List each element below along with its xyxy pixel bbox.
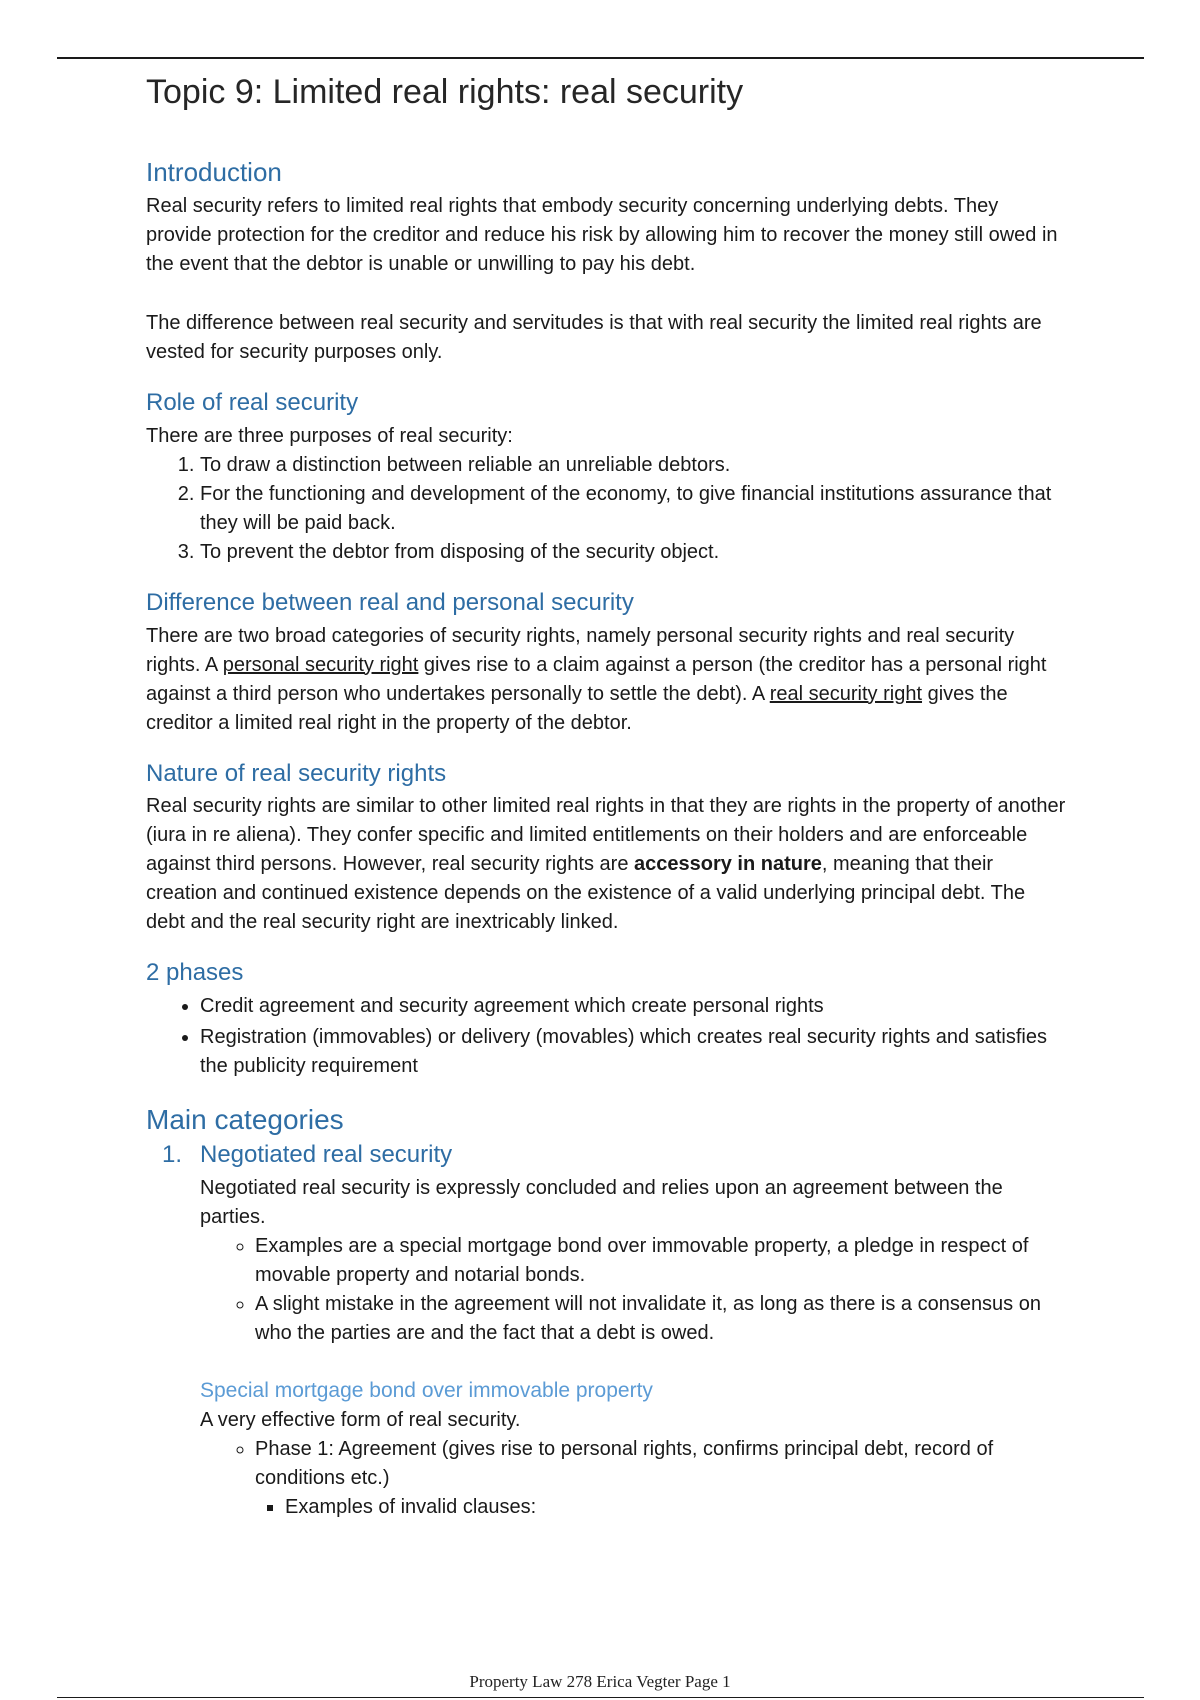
mortgage-paragraph: A very effective form of real security. [200, 1408, 521, 1431]
intro-paragraph-2: The difference between real security and servitudes is that with real security the limited real rights are vested for security purposes only. [146, 311, 1042, 363]
mortgage-list [146, 1435, 1066, 1522]
document-page [146, 72, 1066, 1522]
heading-main-categories: Main categories [146, 1104, 344, 1136]
list-item: 1. To draw a distinction between reliable an unreliable debtors. [200, 451, 1066, 480]
heading-difference: Difference between real and personal security [146, 588, 634, 616]
list-item: 2. For the functioning and development of the economy, to give financial institutions assurance that they will be paid back. [200, 480, 1066, 538]
list-item: 3. To prevent the debtor from disposing of the security object. [200, 538, 1066, 567]
nature-paragraph: Real security rights are similar to other limited real rights in that they are rights in the property of another (iura in re aliena). They confer specific and limited entitlements on their holders and are enforceable against third persons. However, real security rights are accessory in nature, meaning that their creation and continued existence depends on the existence of a valid underlying principal debt. The debt and the real security right are inextricably linked. [146, 795, 1066, 934]
negotiated-list [146, 1232, 1066, 1348]
role-lead: There are three purposes of real security: [146, 424, 513, 447]
phases-list [146, 992, 1066, 1081]
role-list [146, 451, 1066, 567]
list-item: ◦ A slight mistake in the agreement will not invalidate it, as long as there is a consensus on who the parties are and the fact that a debt is owed. [255, 1290, 1066, 1348]
list-item: • Registration (immovables) or delivery (movables) which creates real security rights and satisfies the publicity requirement [200, 1023, 1066, 1081]
difference-paragraph: There are two broad categories of security rights, namely personal security rights and real security rights. A personal security right gives rise to a claim against a person (the creditor has a personal right against a third person who undertakes personally to settle the debt). A real security right gives the creditor a limited real right in the property of the debtor. [146, 624, 1047, 734]
heading-mortgage-bond: Special mortgage bond over immovable property [200, 1378, 653, 1402]
list-item: ◦ Phase 1: Agreement (gives rise to personal rights, confirms principal debt, record of conditions etc.) [255, 1435, 1066, 1493]
page-title: Topic 9: Limited real rights: real security [146, 73, 744, 111]
list-item: ▪ Examples of invalid clauses: [285, 1493, 1066, 1522]
heading-role: Role of real security [146, 388, 359, 416]
negotiated-paragraph: Negotiated real security is expressly concluded and relies upon an agreement between the parties. [200, 1176, 1003, 1228]
subheading-negotiated: 1. Negotiated real security [162, 1140, 453, 1168]
real-security-right-term: real security right [769, 682, 923, 705]
top-rule [57, 57, 1144, 59]
mortgage-sub-list [255, 1493, 1066, 1522]
personal-security-right-term: personal security right [222, 653, 419, 676]
list-item: • Credit agreement and security agreement which create personal rights [200, 992, 1066, 1021]
accessory-term: accessory in nature [634, 853, 822, 876]
heading-nature: Nature of real security rights [146, 759, 447, 787]
list-item: ◦ Examples are a special mortgage bond over immovable property, a pledge in respect of movable property and notarial bonds. [255, 1232, 1066, 1290]
intro-paragraph-1: Real security refers to limited real rights that embody security concerning underlying debts. They provide protection for the creditor and reduce his risk by allowing him to recover the money still owed in the event that the debtor is unable or unwilling to pay his debt. [146, 194, 1058, 275]
bottom-rule [57, 1697, 1144, 1698]
heading-introduction: Introduction [146, 156, 282, 187]
heading-phases: 2 phases [146, 959, 244, 987]
page-footer: Property Law 278 Erica Vegter Page 1 [469, 1672, 731, 1691]
